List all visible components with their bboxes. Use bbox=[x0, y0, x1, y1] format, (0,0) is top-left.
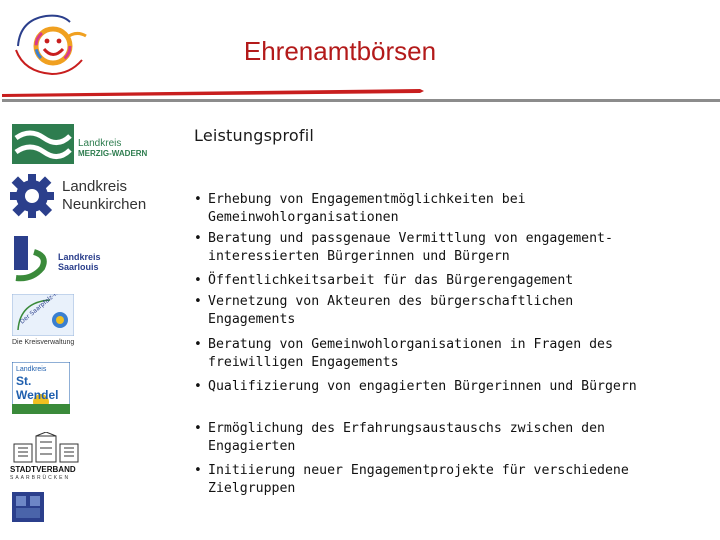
st-wendel-label-2: St. Wendel bbox=[16, 374, 59, 402]
bullet-icon: • bbox=[194, 421, 202, 436]
merzig-label-1: Landkreis bbox=[78, 138, 122, 149]
header-separator bbox=[0, 86, 720, 110]
page-title: Ehrenamtbörsen bbox=[243, 36, 437, 66]
bullet-icon: • bbox=[194, 273, 202, 288]
saarlouis-logo bbox=[12, 234, 152, 284]
bullet-icon: • bbox=[194, 192, 202, 207]
list-item: • Vernetzung von Akteuren des bürgerschaftlichen Engagements bbox=[194, 294, 574, 327]
st-wendel-logo bbox=[12, 362, 72, 416]
pro-ehrenamt-logo bbox=[8, 8, 98, 80]
list-item: • Erhebung von Engagementmöglichkeiten bei Gemeinwohlorganisationen bbox=[194, 192, 526, 225]
saarpfalz-kreis-logo bbox=[10, 294, 90, 350]
merzig-label-2: MERZIG-WADERN bbox=[78, 149, 148, 158]
stadtverband-label-1: STADTVERBAND bbox=[10, 465, 76, 474]
bullet-icon: • bbox=[194, 337, 202, 352]
section-title: Leistungsprofil bbox=[194, 126, 314, 145]
bullet-icon: • bbox=[194, 294, 202, 309]
list-item: • Ermöglichung des Erfahrungsaustauschs zwischen den Engagierten bbox=[194, 421, 605, 454]
neunkirchen-label-1: Landkreis bbox=[62, 178, 128, 195]
neunkirchen-logo bbox=[10, 172, 160, 224]
list-item: • Beratung von Gemeinwohlorganisationen in Fragen des freiwilligen Engagements bbox=[194, 337, 613, 370]
saarpfalz-caption: Die Kreisverwaltung bbox=[12, 339, 75, 346]
bullet-icon: • bbox=[194, 463, 202, 478]
small-blue-logo bbox=[12, 492, 46, 524]
saarlouis-label-1: Landkreis bbox=[58, 252, 101, 262]
list-item: • Qualifizierung von engagierten Bürgerinnen und Bürgern bbox=[194, 379, 637, 394]
merzig-wadern-logo bbox=[12, 124, 152, 166]
saarlouis-label-2: Saarlouis bbox=[58, 262, 99, 272]
bullet-icon: • bbox=[194, 379, 202, 394]
stadtverband-saarbruecken-logo bbox=[10, 432, 90, 484]
neunkirchen-label-2: Neunkirchen bbox=[62, 196, 147, 213]
stadtverband-label-2: SAARBRÜCKEN bbox=[10, 475, 71, 481]
st-wendel-label-1: Landkreis bbox=[16, 366, 47, 373]
list-item: • Beratung und passgenaue Vermittlung von engagement-interessierten Bürgerinnen und Bürgern bbox=[194, 231, 613, 264]
bullet-icon: • bbox=[194, 231, 202, 246]
list-item: • Initiierung neuer Engagementprojekte für verschiedene Zielgruppen bbox=[194, 463, 629, 496]
list-item: • Öffentlichkeitsarbeit für das Bürgerengagement bbox=[194, 273, 574, 288]
